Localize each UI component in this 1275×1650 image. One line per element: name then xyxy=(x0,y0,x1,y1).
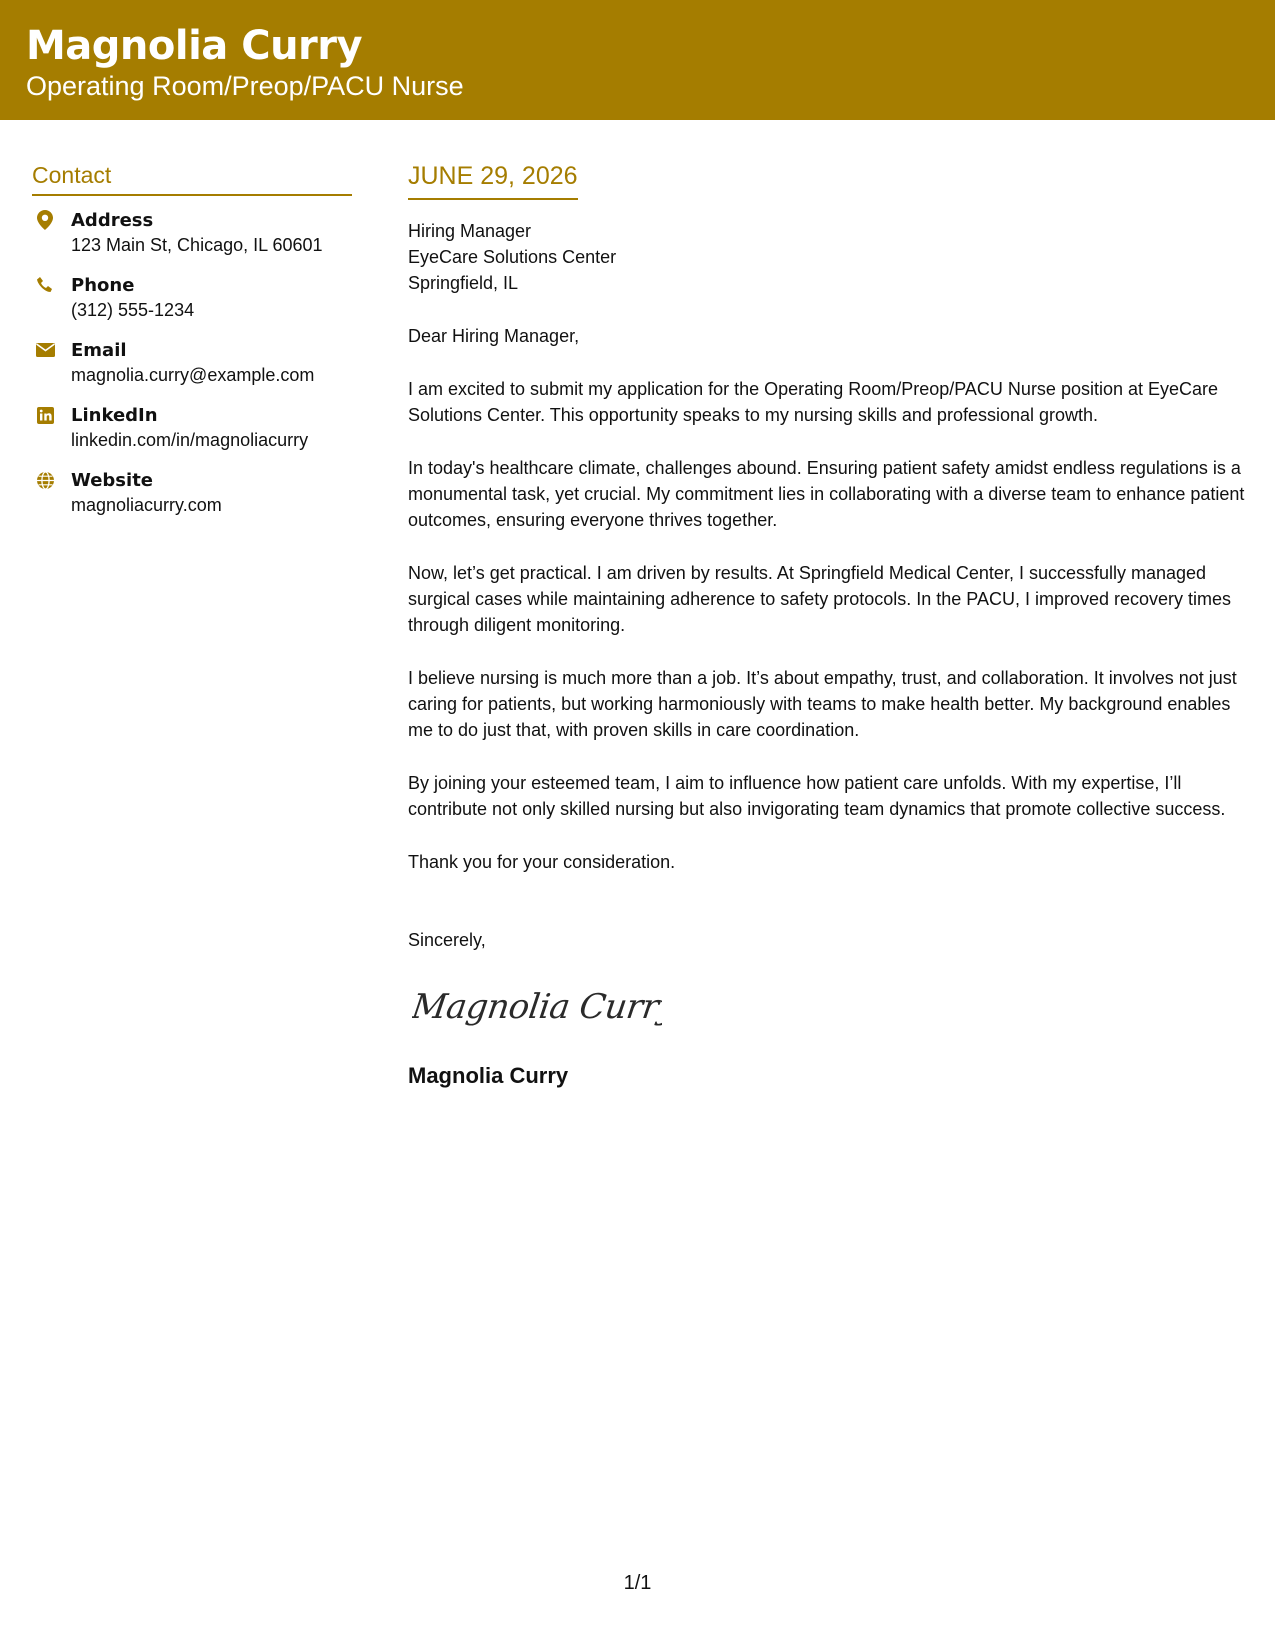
envelope-icon xyxy=(35,340,55,360)
globe-icon xyxy=(35,470,55,490)
candidate-name: Magnolia Curry xyxy=(26,23,363,69)
contact-item-email xyxy=(32,338,352,388)
letter-date: JUNE 29, 2026 xyxy=(408,160,578,200)
contact-value[interactable]: magnoliacurry.com xyxy=(71,495,222,515)
contact-label: Address xyxy=(71,210,154,231)
recipient-block xyxy=(408,218,1248,296)
recipient-line: Springfield, IL xyxy=(408,273,519,293)
contact-label: Website xyxy=(71,470,154,491)
map-pin-icon xyxy=(35,210,55,230)
contact-section-title: Contact xyxy=(32,160,352,196)
letter-paragraph: Now, let’s get practical. I am driven by results. At Springfield Medical Center, I successfully managed surgical cases while maintaining adherence to safety protocols. In the PACU, I improved recovery times through diligent monitoring. xyxy=(408,563,1232,635)
candidate-role: Operating Room/Preop/PACU Nurse xyxy=(26,71,464,101)
signed-name: Magnolia Curry xyxy=(408,1063,569,1088)
letter-paragraph: I believe nursing is much more than a job. It’s about empathy, trust, and collaboration. It involves not just caring for patients, but working harmoniously with teams to make health better. My background enables me to do just that, with proven skills in care coordination. xyxy=(408,668,1237,740)
contact-value: 123 Main St, Chicago, IL 60601 xyxy=(71,235,323,255)
signature-graphic xyxy=(412,980,662,1040)
contact-value[interactable]: magnolia.curry@example.com xyxy=(71,365,315,385)
linkedin-icon xyxy=(35,405,55,425)
contact-label: Phone xyxy=(71,275,135,296)
phone-icon xyxy=(35,275,55,295)
salutation: Dear Hiring Manager, xyxy=(408,326,580,346)
recipient-line: Hiring Manager xyxy=(408,221,532,241)
contact-item-linkedin xyxy=(32,403,352,453)
signature-text: Magnolia Curry xyxy=(412,987,662,1027)
contact-label: LinkedIn xyxy=(71,405,158,426)
contact-item-website xyxy=(32,468,352,518)
page-number: 1/1 xyxy=(623,1572,652,1594)
contact-item-phone xyxy=(32,273,352,323)
cover-letter-body xyxy=(408,160,1248,1090)
contact-sidebar xyxy=(32,160,352,533)
handwritten-signature xyxy=(412,980,1248,1040)
recipient-line: EyeCare Solutions Center xyxy=(408,247,617,267)
letter-paragraph: I am excited to submit my application for the Operating Room/Preop/PACU Nurse position at EyeCare Solutions Center. This opportunity speaks to my nursing skills and professional growth. xyxy=(408,379,1219,425)
letter-paragraph: Thank you for your consideration. xyxy=(408,852,676,872)
contact-value: (312) 555-1234 xyxy=(71,300,195,320)
contact-label: Email xyxy=(71,340,127,361)
letter-paragraph: In today's healthcare climate, challenges abound. Ensuring patient safety amidst endless regulations is a monumental task, yet crucial. My commitment lies in collaborating with a diverse team to enhance patient outcomes, ensuring everyone thrives together. xyxy=(408,458,1245,530)
letter-paragraph: By joining your esteemed team, I aim to influence how patient care unfolds. With my expertise, I’ll contribute not only skilled nursing but also invigorating team dynamics that promote collective success. xyxy=(408,773,1226,819)
contact-value[interactable]: linkedin.com/in/magnoliacurry xyxy=(71,430,309,450)
header-banner xyxy=(0,0,1275,120)
closing: Sincerely, xyxy=(408,930,486,950)
contact-item-address xyxy=(32,208,352,258)
